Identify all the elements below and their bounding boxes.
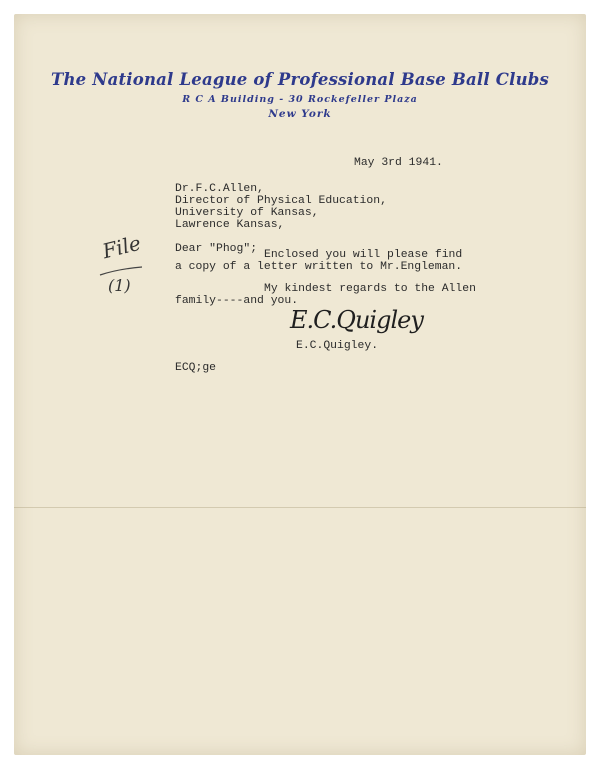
typed-signature: E.C.Quigley. (296, 340, 379, 352)
letter-date: May 3rd 1941. (354, 157, 443, 169)
handwritten-signature: E.C.Quigley (290, 306, 423, 334)
recipient-city: Lawrence Kansas, (175, 219, 285, 231)
margin-note-file: File (100, 230, 144, 264)
body-line-1: Enclosed you will please find (264, 249, 463, 261)
margin-note-underline (98, 265, 144, 279)
letterhead-city: New York (268, 108, 332, 120)
typist-initials: ECQ;ge (175, 362, 217, 374)
body-line-4: family----and you. (175, 295, 299, 307)
fold-crease (14, 507, 586, 508)
letterhead-address: R C A Building - 30 Rockefeller Plaza (182, 94, 418, 105)
recipient-name: Dr.F.C.Allen, (175, 183, 264, 195)
letter-paper (14, 14, 586, 755)
recipient-org: University of Kansas, (175, 207, 319, 219)
margin-note-number: (1) (108, 276, 131, 295)
body-line-3: My kindest regards to the Allen (264, 283, 476, 295)
body-line-2: a copy of a letter written to Mr.Engleman. (175, 261, 463, 273)
recipient-title: Director of Physical Education, (175, 195, 387, 207)
salutation: Dear "Phog"; (175, 243, 258, 255)
letterhead-org: The National League of Professional Base Ball Clubs (50, 70, 550, 89)
